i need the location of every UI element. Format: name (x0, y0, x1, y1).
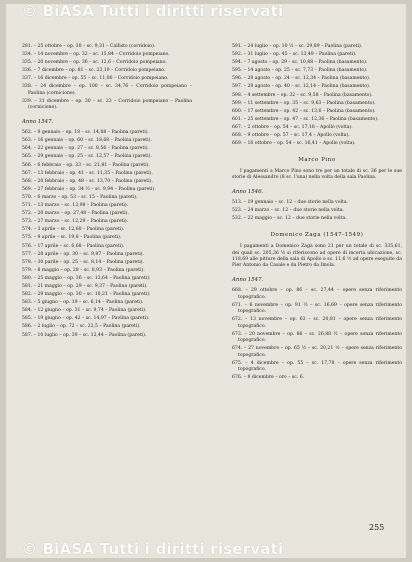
ledger-entry: 669. – 16 ottobre – op. 54 – sc. 16,41 – Apollo (volta). (232, 141, 356, 147)
ledger-entry: 676. – 8 dicembre – oro – sc. 6. (232, 375, 305, 381)
section-title-marco-pino: Marco Pino (298, 156, 336, 163)
section-paragraph-marco-pino: I pagamenti a Marco Pino sono tre per un totale di sc. 36 per le sue storie di Alessandro (8 sc. l'una) nella volta della sala Paolina. (232, 168, 402, 181)
ledger-entry: 674. – 27 novembre – op. 65 ½ – sc. 20,21 ½ – opere senza riferimento topografico. (232, 346, 402, 358)
domenico-zaga-entries (232, 288, 402, 381)
marco-pino-entries (232, 200, 402, 223)
ledger-entry: 671. – 6 novembre – op. 91 ½ – sc. 16,69 – opere senza riferimento topografico. (232, 302, 402, 315)
ledger-entry: 598. – 4 settembre – op. 32 – sc. 9,58 – Paolina (basamento). (232, 92, 373, 98)
ledger-entry: 572. – 20 marzo – op. 27,48 – Paolina (pareti). (22, 211, 129, 217)
ledger-entry: 594. – 7 agosto – op. 29 – sc. 10,88 – Paolina (basamento). (232, 60, 368, 66)
left-column (22, 44, 192, 341)
page-number: 255 (369, 523, 385, 532)
watermark-top: © BiASA Tutti i diritti riservati (22, 2, 284, 20)
ledger-entry: 339. – 31 dicembre – op. 30 – sc. 23 – Corridoio pompeiano – Paolina (cornicione). (22, 98, 192, 111)
ledger-entry: 336. – 7 dicembre – op. 81 – sc. 23,10 – Corridoio pompeiano. (22, 68, 166, 74)
year-heading-1547: Anno 1547. (22, 118, 54, 125)
ledger-entry: 675. – 4 dicembre – op. 55 – sc. 17,78 – opere senza riferimento topografico. (232, 360, 402, 373)
year-heading-1547-zaga: Anno 1547. (232, 276, 264, 283)
ledger-entry: 668. – 29 ottobre – op. 86 – sc. 27,44 – opere senza riferimento topografico. (232, 288, 402, 300)
ledger-entry: 573. – 27 marzo – sc. 12,29 – Paolina (pareti). (22, 219, 129, 225)
ledger-entry: 580. – 25 maggio – op. 36 – sc. 13,64 – Paolina (pareti). (22, 275, 151, 281)
ledger-entry: 672. – 13 novembre – op. 63 – sc. 20,81 – opere senza riferimento topografico. (232, 317, 402, 329)
ledger-entry: 579. – 8 maggio – op. 28 – sc. 8,93 – Paolina (pareti). (22, 267, 145, 273)
ledger-entry: 334. – 14 novembre – op. 32 – sc. 15,84 – Corridoio pompeiano. (22, 52, 170, 58)
ledger-entry: 586. – 2 luglio – op. 72 – sc. 22,5 – Paolina (pareti). (22, 324, 141, 330)
ledger-entry: 583. – 5 giugno – op. 19 – sc. 6,14 – Paolina (pareti). (22, 300, 144, 306)
ledger-entry: 577. – 28 aprile – op. 30 – sc. 9,87 – Paolina (pareti). (22, 251, 144, 257)
ledger-entry: 600. – 17 settembre – op. 42 – sc. 13,6 – Paolina (basamento). (232, 108, 376, 114)
ledger-entry: 523. – 24 marzo – sc. 12 – due storie nella volta. (232, 208, 344, 214)
ledger-entry: 585. – 19 giugno – op. 42 – sc. 14,97 – Paolina (pareti). (22, 316, 150, 322)
ledger-entry: 563. – 16 gennaio – op. 60 – sc. 18,68 – Paolina (pareti). (22, 138, 152, 144)
ledger-entry: 574. – 3 aprile – sc. 12,60 – Paolina (pareti). (22, 227, 125, 233)
ledger-entry: 571. – 13 marzo – sc. 13,98 – Paolina (pareti). (22, 203, 129, 209)
ledger-entry: 281. – 25 ottobre – op. 30 – sc. 9,31 – Callisto (corridoio). (22, 44, 156, 49)
ledger-entry: 673. – 20 novembre – op. 86 – sc. 26,88 ½ – opere senza riferimento topografico. (232, 331, 402, 344)
ledger-entry: 338. – 24 dicembre – op. 100 – sc. 34,76 – Corridoio pompeiano – Paolina (cornicione). (22, 84, 192, 96)
ledger-entry: 566. – 6 febbraio – op. 33 – sc. 21,81 – Paolina (pareti). (22, 162, 150, 168)
ledger-entry: 596. – 28 agosto – op. 24 – sc. 12,34 – Paolina (basamento). (232, 76, 371, 82)
ledger-entry: 570. – 6 marzo – op. 53 – sc. 15 – Paolina (pareti). (22, 194, 138, 200)
ledger-entry: 575. – 9 aprile – sc. 19,8 – Paolina (pareti). (22, 235, 122, 241)
ledger-entry: 591. – 24 luglio – op. 10 ½ – sc. 29,89 – Paolina (pareti). (232, 44, 363, 49)
ledger-entry: 582. – 29 maggio – op. 30 – sc. 10,21 – Paolina (pareti). (22, 292, 151, 298)
year-heading-1546: Anno 1546. (232, 188, 264, 195)
ledger-entry: 565. – 29 gennaio – op. 25 – sc. 12,57 – Paolina (pareti). (22, 154, 152, 160)
ledger-entry: 601. – 25 settembre – op. 47 – sc. 12,36 – Paolina (basamento). (232, 116, 379, 122)
ledger-entry: 581. – 21 maggio – op. 29 – sc. 9,37 – Paolina (pareti). (22, 283, 148, 289)
ledger-entry: 584. – 12 giugno – op. 31 – sc. 9,74 – Paolina (pareti). (22, 308, 147, 314)
ledger-entry: 576. – 17 aprile – sc. 6,68 – Paolina (pareti). (22, 243, 125, 249)
ledger-entry: 564. – 22 gennaio – op. 27 – sc. 8,56 – Paolina (pareti). (22, 146, 149, 152)
ledger-entry: 587. – 10 luglio – op. 39 – sc. 12,44 – Paolina (pareti). (22, 332, 147, 338)
ledger-entry: 667. – 2 ottobre – op. 54 – sc. 17,18 – Apollo (volta). (232, 124, 353, 130)
section-paragraph-domenico-zaga: I pagamenti a Domenico Zaga sono 21 per un totale di sc. 335,61, dei quali sc. 205,36 ½ si riferiscono ad opere di incerta ubicazione, sc. 118,69 alle pitture della sala di Apollo e sc. 11,6 ½ ad opere eseguite da Pier Antonio da Casale e da Pietro da Imola. (232, 244, 402, 269)
ledger-entry: 592. – 31 luglio – op. 45 – sc. 13,49 – Paolina (pareti). (232, 52, 357, 58)
ledger-entry: 513. – 19 gennaio – sc. 12 – due storie nella volta. (232, 200, 349, 206)
left-top-entries (22, 44, 192, 112)
section-title-domenico-zaga: Domenico Zaga (1547-1549) (270, 231, 364, 238)
ledger-entry: 335. – 20 novembre – op. 36 – sc. 12,6 – Corridoio pompeiano. (22, 60, 167, 66)
ledger-entry: 569. – 27 febbraio – op. 34 ½ – sc. 9,94 – Paolina (pareti). (22, 186, 156, 192)
ledger-entry: 578. – 30 parile – op. 25 – sc. 8,14 – Paolina (pareti). (22, 259, 144, 265)
ledger-entry: 597. – 28 agosto – op. 40 – sc. 12,14 – Paolina (basamento). (232, 84, 371, 90)
right-column (232, 44, 402, 383)
ledger-entry: 668. – 9 ottobre – op. 57 – sc. 17,4 – Apollo (volta). (232, 133, 350, 139)
document-page (6, 4, 406, 558)
ledger-entry: 532. – 22 maggio – sc. 12 – due storie nella volta. (232, 216, 347, 222)
ledger-entry: 568. – 20 febbraio – op. 48 – sc. 13,70 – Paolina (pareti). (22, 178, 153, 184)
ledger-entry: 562. – 9 gennaio – op. 18 – sc. 14,88 – Paolina (pareti). (22, 130, 149, 136)
ledger-entry: 567. – 13 febbraio – op. 41 – sc. 11,35 – Paolina (pareti). (22, 170, 153, 176)
ledger-entry: 337. – 16 dicembre – op. 55 – sc. 11,80 – Corridoio pompeiano. (22, 76, 169, 82)
watermark-bottom: © BiASA Tutti i diritti riservati (22, 540, 284, 558)
ledger-entry: 599. – 11 settembre – op. 35 – sc. 9,63 – Paolina (basamento). (232, 100, 376, 106)
ledger-entry: 595. – 14 agosto – op. 25 – sc. 7,73 – Paolina (basamento). (232, 68, 368, 74)
left-year-entries (22, 130, 192, 339)
right-top-entries (232, 44, 402, 148)
